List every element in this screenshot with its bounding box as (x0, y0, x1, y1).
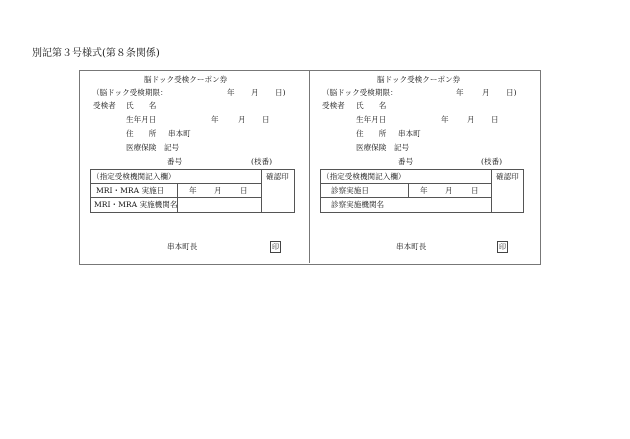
row1-day: 日 (240, 186, 248, 195)
table-row-divider (320, 197, 491, 198)
branch-label: (枝番) (481, 157, 503, 166)
coupon-title: 脳ドック受検クーポン券 (377, 75, 461, 84)
row2-label: 診察実施機関名 (331, 200, 385, 209)
table-column-divider (408, 183, 409, 198)
coupon-sheet (79, 70, 541, 265)
issuer-label: 串本町長 (167, 242, 198, 251)
dob-day: 日 (491, 115, 499, 124)
row1-label: 診察実施日 (331, 186, 369, 195)
dob-label: 生年月日 (126, 115, 157, 124)
form-title: 別記第３号様式(第８条関係) (32, 48, 160, 59)
confirm-seal-label: 確認印 (496, 172, 519, 181)
dob-year: 年 (441, 115, 449, 124)
name-label: 氏 名 (356, 101, 387, 110)
designated-label: （指定受検機関記入欄） (322, 172, 406, 181)
table-row-divider (90, 197, 261, 198)
confirm-seal-label: 確認印 (266, 172, 289, 181)
address-label: 住 所 (126, 129, 157, 138)
address-label: 住 所 (356, 129, 387, 138)
period-month: 月 (251, 88, 259, 97)
designated-label: （指定受検機関記入欄） (92, 172, 176, 181)
dob-month: 月 (238, 115, 246, 124)
seal-stamp: 印 (499, 243, 506, 251)
period-year: 年 (227, 88, 235, 97)
coupon-divider (309, 70, 310, 263)
period-month: 月 (482, 88, 490, 97)
branch-label: (枝番) (251, 157, 273, 166)
table-row-divider (320, 183, 491, 184)
period-label: （脳ドック受検期限： (92, 88, 168, 97)
number-label: 番号 (167, 157, 183, 166)
address-value: 串本町 (168, 129, 191, 138)
coupon-title: 脳ドック受検クーポン券 (144, 75, 228, 84)
row2-label: MRI・MRA 実施機関名 (94, 200, 178, 209)
dob-year: 年 (211, 115, 219, 124)
dob-day: 日 (262, 115, 270, 124)
row1-month: 月 (214, 186, 222, 195)
address-value: 串本町 (398, 129, 421, 138)
row1-month: 月 (445, 186, 453, 195)
seal-column-divider (261, 169, 262, 212)
number-label: 番号 (398, 157, 414, 166)
period-day: 日) (506, 88, 517, 97)
period-label: （脳ドック受検期限： (322, 88, 398, 97)
period-day: 日) (275, 88, 286, 97)
table-row-divider (90, 183, 261, 184)
seal-column-divider (491, 169, 492, 212)
dob-label: 生年月日 (356, 115, 387, 124)
name-label: 氏 名 (126, 101, 157, 110)
insurance-label: 医療保険 記号 (126, 143, 180, 152)
issuer-label: 串本町長 (396, 242, 427, 251)
row1-year: 年 (420, 186, 428, 195)
seal-stamp: 印 (272, 243, 279, 251)
period-year: 年 (456, 88, 464, 97)
row1-day: 日 (471, 186, 479, 195)
row1-label: MRI・MRA 実施日 (96, 186, 165, 195)
examinee-label: 受検者 (93, 101, 116, 110)
insurance-label: 医療保険 記号 (356, 143, 410, 152)
dob-month: 月 (467, 115, 475, 124)
row1-year: 年 (189, 186, 197, 195)
examinee-label: 受検者 (322, 101, 345, 110)
